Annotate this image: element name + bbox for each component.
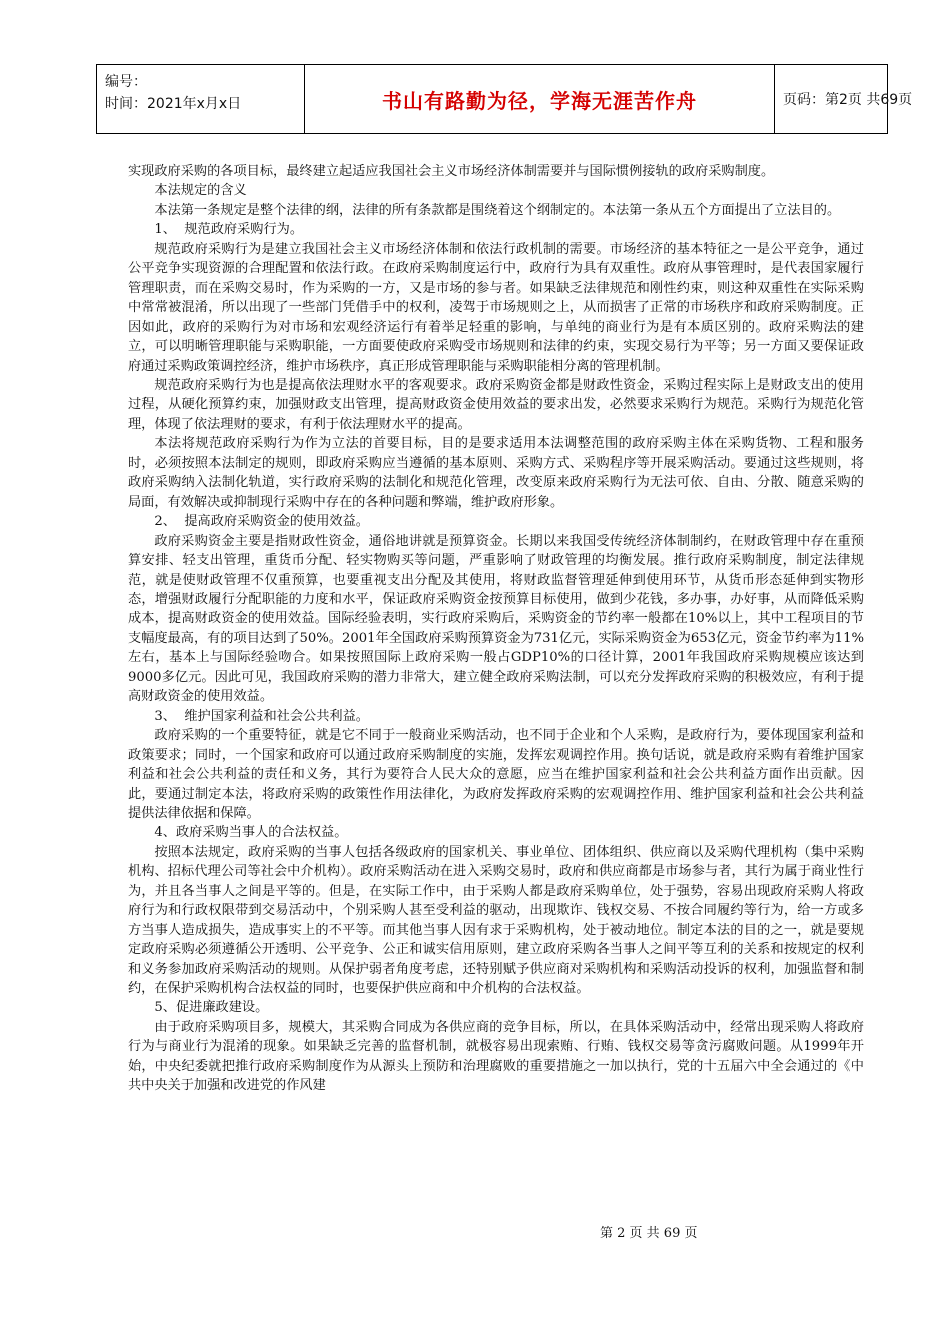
paragraph: 政府采购的一个重要特征，就是它不同于一般商业采购活动，也不同于企业和个人采购，是政府行为，要体现国家利益和政策要求；同时，一个国家和政府可以通过政府采购制度的实施，发挥宏观调控作用。换句话说，就是政府采购有着维护国家利益和社会公共利益的责任和义务，其行为要符合人民大众的意愿，应当在维护国家利益和社会公共利益方面作出贡献。因此，要通过制定本法，将政府采购的政策性作用法律化，为政府发挥政府采购的宏观调控作用、维护国家利益和社会公共利益提供法律依据和保障。: [128, 728, 864, 821]
section-heading: 5、促进廉政建设。: [154, 1000, 269, 1016]
paragraph: 实现政府采购的各项目标，最终建立起适应我国社会主义市场经济体制需要并与国际惯例接轨的政府采购制度。: [128, 164, 775, 179]
motto-text: 书山有路勤为径，学海无涯苦作舟: [382, 88, 697, 113]
section-heading: 3、 维护国家利益和社会公共利益。: [154, 708, 369, 724]
paragraph: 由于政府采购项目多，规模大，其采购合同成为各供应商的竞争目标，所以，在具体采购活动中，经常出现采购人将政府行为与商业行为混淆的现象。如果缺乏完善的监督机制，就极容易出现索贿、行贿、钱权交易等贪污腐败问题。从1999年开始，中央纪委就把推行政府采购制度作为从源头上预防和治理腐败的重要措施之一加以执行，党的十五届六中全会通过的《中共中央关于加强和改进党的作风建: [128, 1019, 864, 1094]
paragraph: 规范政府采购行为也是提高依法理财水平的客观要求。政府采购资金都是财政性资金，采购过程实际上是财政支出的使用过程，从硬化预算约束，加强财政支出管理，提高财政资金使用效益的要求出发，必然要求采购行为规范。采购行为规范化管理，体现了依法理财的要求，有利于依法理财水平的提高。: [128, 377, 864, 432]
header-page-cell: [775, 65, 913, 133]
section-heading: 1、 规范政府采购行为。: [154, 222, 304, 238]
page-info: 页码：第2页 共69页: [783, 92, 913, 108]
paragraph: 政府采购资金主要是指财政性资金，通俗地讲就是预算资金。长期以来我国受传统经济体制制约，在财政管理中存在重预算安排、轻支出管理，重货币分配、轻实物购买等问题，严重影响了财政管理的均衡发展。推行政府采购制度，制定法律规范，就是使财政管理不仅重预算，也要重视支出分配及其使用，将财政监督管理延伸到使用环节，从货币形态延伸到实物形态，增强财政履行分配职能的力度和水平，保证政府采购资金按预算目标使用，做到少花钱，多办事，办好事，从而降低采购成本，提高财政资金的使用效益。国际经验表明，实行政府采购后，采购资金的节约率一般都在10%以上，其中工程项目的节支幅度最高，有的项目达到了50%。2001年全国政府采购预算资金为731亿元，实际采购资金为653亿元，资金节约率为11%左右，基本上与国际经验吻合。如果按照国际上政府采购一般占GDP10%的口径计算，2001年我国政府采购规模应该达到9000多亿元。因此可见，我国政府采购的潜力非常大，建立健全政府采购法制，可以充分发挥政府采购的积极效应，有利于提高财政资金的使用效益。: [128, 533, 864, 705]
paragraph: 本法第一条规定是整个法律的纲，法律的所有条款都是围绕着这个纲制定的。本法第一条从五个方面提出了立法目的。: [154, 202, 841, 218]
paragraph: 规范政府采购行为是建立我国社会主义市场经济体制和依法行政机制的需要。市场经济的基本特征之一是公平竞争，通过公平竞争实现资源的合理配置和依法行政。在政府采购制度运行中，政府行为具有双重性。政府从事管理时，是代表国家履行管理职责，而在采购交易时，作为采购的一方，又是市场的参与者。如果缺乏法律规范和刚性约束，则这种双重性在实际采购中常常被混淆，所以出现了一些部门凭借手中的权利，凌驾于市场规则之上，从而损害了正常的市场秩序和政府采购制度。正因如此，政府的采购行为对市场和宏观经济运行有着举足轻重的影响，与单纯的商业行为是有本质区别的。政府采购法的建立，可以明晰管理职能与采购职能，一方面要使政府采购受市场规则和法律的约束，实现交易行为平等；另一方面又要保证政府通过采购政策调控经济，维护市场秩序，真正形成管理职能与采购职能相分离的管理机制。: [128, 241, 864, 374]
time-label: 时间：2021年x月x日: [105, 96, 242, 112]
serial-number-label: 编号：: [105, 74, 147, 90]
header-motto-cell: [305, 65, 775, 133]
paragraph: 按照本法规定，政府采购的当事人包括各级政府的国家机关、事业单位、团体组织、供应商以及采购代理机构（集中采购机构、招标代理公司等社会中介机构）。政府采购活动在进入采购交易时，政府和供应商都是市场参与者，其行为属于商业性行为，并且各当事人之间是平等的。但是，在实际工作中，由于采购人都是政府采购单位，处于强势，容易出现政府采购人将政府行为和行政权限带到交易活动中，个别采购人甚至受利益的驱动，出现欺诈、钱权交易、不按合同履约等行为，给一方或多方当事人造成损失，造成事实上的不平等。而其他当事人因有求于采购机构，处于被动地位。制定本法的目的之一，就是要规定政府采购必须遵循公开透明、公平竞争、公正和诚实信用原则，建立政府采购各当事人之间平等互利的关系和按规定的权利和义务参加政府采购活动的规则。从保护弱者角度考虑，还特别赋予供应商对采购机构和采购活动投诉的权利，加强监督和制约，在保护采购机构合法权益的同时，也要保护供应商和中介机构的合法权益。: [128, 844, 864, 997]
section-heading: 本法规定的含义: [154, 183, 247, 199]
header-left-cell: [97, 65, 305, 133]
document-body: [128, 162, 864, 1096]
section-heading: 2、 提高政府采购资金的使用效益。: [154, 514, 369, 530]
section-heading: 4、政府采购当事人的合法权益。: [154, 825, 348, 841]
page-footer: 第 2 页 共 69 页: [600, 1226, 698, 1241]
header-box: [96, 64, 913, 134]
paragraph: 本法将规范政府采购行为作为立法的首要目标，目的是要求适用本法调整范围的政府采购主体在采购货物、工程和服务时，必须按照本法制定的规则，即政府采购应当遵循的基本原则、采购方式、采购程序等开展采购活动。要通过这些规则，将政府采购纳入法制化轨道，实行政府采购的法制化和规范化管理，改变原来政府采购行为无法可依、自由、分散、随意采购的局面，有效解决或抑制现行采购中存在的各种问题和弊端，维护政府形象。: [128, 436, 864, 510]
